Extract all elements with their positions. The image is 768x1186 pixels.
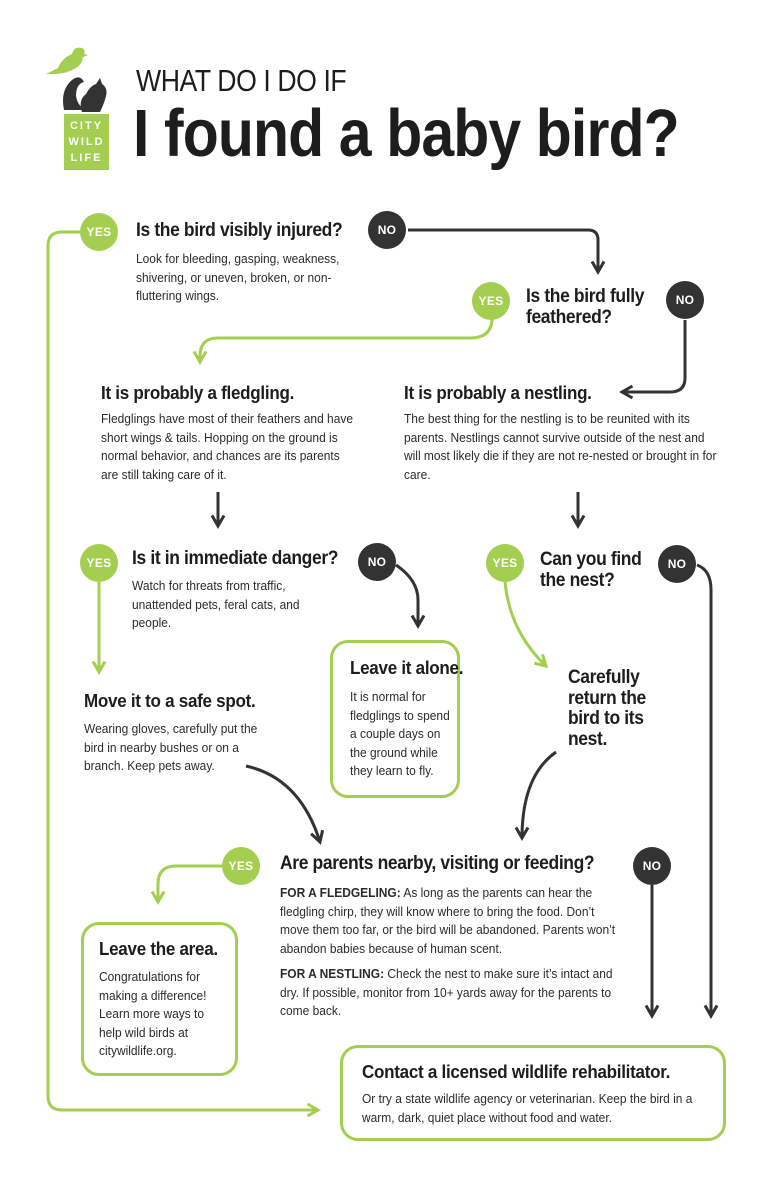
logo (44, 44, 114, 172)
logo-text-wild: WILD (68, 136, 105, 148)
return-nest-line3: bird to its (568, 708, 644, 729)
contact-title: Contact a licensed wildlife rehabilitator. (362, 1061, 671, 1082)
arrow-return-parents (522, 752, 556, 838)
question-find-nest-line2: the nest? (540, 570, 615, 591)
leave-area-title: Leave the area. (99, 938, 218, 959)
question-feathered-line1: Is the bird fully (526, 286, 645, 307)
yes-badge-nest: YES (486, 544, 524, 582)
question-injured: Is the bird visibly injured? (136, 220, 343, 241)
parents-fledgeling-note (280, 884, 620, 958)
yes-badge-danger: YES (80, 544, 118, 582)
question-feathered (526, 286, 644, 328)
question-find-nest-line1: Can you find (540, 549, 642, 570)
parents-nestling-note (280, 965, 620, 1021)
no-badge-parents: NO (633, 847, 671, 885)
return-nest-line2: return the (568, 687, 646, 709)
question-find-nest (540, 549, 641, 591)
return-nest-line4: nest. (568, 728, 607, 750)
no-badge-danger: NO (358, 543, 396, 581)
contact-description: Or try a state wildlife agency or veterinarian. Keep the bird in a warm, dark, quiet place without food and water. (362, 1091, 693, 1125)
question-feathered-line2: feathered? (526, 307, 612, 328)
nestling-title: It is probably a nestling. (404, 382, 592, 403)
nestling-text: Check the nest to make sure it’s intact and dry. If possible, monitor from 10+ yards away for the parents to come back. (280, 966, 613, 1018)
yes-badge-feathered: YES (472, 282, 510, 320)
question-parents: Are parents nearby, visiting or feeding? (280, 853, 595, 874)
move-description: Wearing gloves, carefully put the bird in nearby bushes or on a branch. Keep pets away. (84, 721, 258, 773)
fledgeling-label: FOR A FLEDGELING: (280, 885, 401, 900)
leave-alone-title: Leave it alone. (350, 657, 464, 678)
arrow-feathered-yes (200, 318, 492, 362)
leave-area-description: Congratulations for making a difference! Learn more ways to help wild birds at citywildlife.org. (99, 969, 207, 1058)
move-title: Move it to a safe spot. (84, 690, 256, 711)
no-badge-injured: NO (368, 211, 406, 249)
header-kicker: WHAT DO I DO IF (136, 63, 347, 98)
injured-description: Look for bleeding, gasping, weakness, shivering, or uneven, broken, or non-fluttering wings. (136, 251, 340, 303)
squirrel-icon (60, 70, 112, 114)
arrow-parents-yes (158, 866, 222, 902)
arrow-danger-no (396, 565, 418, 626)
yes-badge-injured: YES (80, 213, 118, 251)
danger-description: Watch for threats from traffic, unattended pets, feral cats, and people. (132, 578, 300, 630)
fledgeling-text: As long as the parents can hear the fledgling chirp, they will know where to bring the food. Don’t move them too far, or the bird will be abandoned. Parents won’t abandon babies because of human scent. (280, 885, 616, 956)
page-title: I found a baby bird? (133, 96, 679, 171)
fledgling-title: It is probably a fledgling. (101, 382, 295, 403)
fledgling-description: Fledglings have most of their feathers and have short wings & tails. Hopping on the ground is normal behavior, and chances are its parents are still taking care of it. (101, 411, 353, 482)
no-badge-nest: NO (658, 545, 696, 583)
arrow-nest-yes (505, 582, 546, 666)
return-nest-text (568, 668, 646, 750)
logo-text-city: CITY (69, 120, 104, 132)
logo-plate (64, 114, 109, 170)
arrow-feathered-no (622, 320, 685, 392)
arrow-injured-no (408, 230, 598, 272)
return-nest-line1: Carefully (568, 667, 640, 688)
leave-alone-description: It is normal for fledglings to spend a couple days on the ground while they learn to fly. (350, 689, 450, 778)
logo-text-life: LIFE (70, 152, 103, 164)
arrow-nest-no (697, 565, 711, 1016)
arrow-move-parents (246, 766, 320, 842)
nestling-description: The best thing for the nestling is to be reunited with its parents. Nestlings cannot survive outside of the nest and will most likely die if they are not re-nested or brought in for care. (404, 411, 717, 482)
no-badge-feathered: NO (666, 281, 704, 319)
nestling-label: FOR A NESTLING: (280, 966, 385, 981)
yes-badge-parents: YES (222, 847, 260, 885)
question-danger: Is it in immediate danger? (132, 548, 339, 569)
